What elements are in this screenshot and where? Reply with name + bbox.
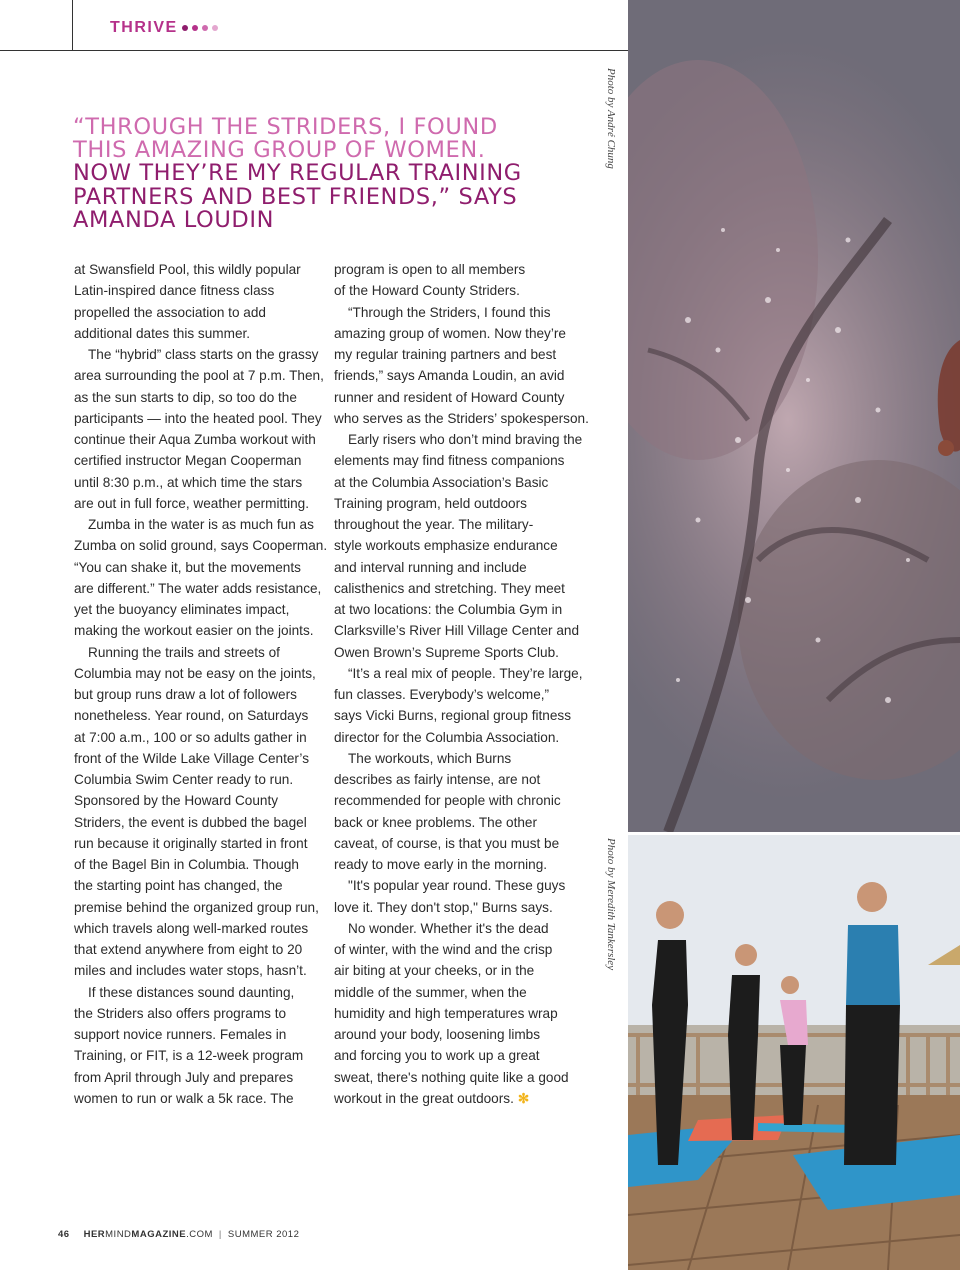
photo-blossom-tree — [628, 0, 960, 832]
article-line-text: additional dates this summer. — [74, 325, 251, 341]
pull-quote-line: “THROUGH THE STRIDERS, I FOUND — [73, 114, 498, 140]
article-line-text: recommended for people with chronic — [334, 793, 561, 809]
article-line — [74, 344, 319, 365]
footer-brand-tail: .COM — [186, 1229, 213, 1240]
article-line-text: run because it originally started in front — [74, 835, 308, 851]
article-line — [74, 323, 319, 344]
article-line — [74, 620, 319, 641]
article-line — [74, 684, 319, 705]
article-line-text: back or knee problems. The other — [334, 814, 538, 830]
article-line — [334, 812, 579, 833]
article-line — [334, 1088, 579, 1109]
header-rule — [0, 50, 628, 51]
article-line-text: propelled the association to add — [74, 304, 266, 320]
section-label: THRIVE — [110, 19, 178, 36]
article-line — [334, 875, 579, 896]
article-line-text: middle of the summer, when the — [334, 984, 527, 1000]
article-line-text: of the Howard County Striders. — [334, 283, 520, 299]
article-line — [74, 578, 322, 599]
article-line-text: Training, or FIT, is a 12-week program — [74, 1048, 304, 1064]
article-line — [74, 557, 319, 578]
article-line — [74, 365, 324, 386]
article-line-text: Latin-inspired dance fitness class — [74, 283, 275, 299]
article-line-text: of the Bagel Bin in Columbia. Though — [74, 857, 299, 872]
article-line — [74, 387, 319, 408]
article-line-text: participants — into the heated pool. They — [74, 410, 322, 426]
article-line-text: throughout the year. The military- — [334, 517, 534, 532]
article-line — [334, 493, 579, 514]
article-line-text: at the Columbia Association’s Basic — [334, 474, 549, 490]
article-line — [334, 982, 579, 1003]
article-line — [334, 833, 579, 854]
article-line — [334, 599, 579, 620]
article-line-text: who serves as the Striders’ spokesperson. — [334, 410, 589, 426]
photo-yoga-class — [628, 835, 960, 1270]
article-line-text: yet the buoyancy eliminates impact, — [74, 602, 290, 617]
article-line-text: Columbia may not be easy on the joints, — [74, 665, 316, 681]
article-line-text: my regular training partners and best — [334, 347, 557, 362]
article-line-text: The workouts, which Burns — [348, 750, 512, 766]
article-line-text: of winter, with the wind and the crisp — [334, 942, 553, 957]
article-line — [74, 960, 319, 981]
article-line-text: area surrounding the pool at 7 p.m. Then, — [74, 368, 324, 384]
section-dots — [182, 25, 218, 31]
article-line — [334, 769, 579, 790]
article-line-text: Training program, held outdoors — [334, 495, 527, 511]
article-line — [334, 918, 579, 939]
article-line-text: continue their Aqua Zumba workout with — [74, 432, 316, 447]
article-line-text: Running the trails and streets of — [88, 644, 280, 660]
article-line — [74, 514, 319, 535]
article-line — [334, 897, 579, 918]
article-line — [74, 450, 319, 471]
article-line — [74, 939, 319, 960]
article-line-text: The “hybrid” class starts on the grassy — [88, 347, 319, 362]
footer-issue: SUMMER 2012 — [227, 1229, 300, 1240]
article-line-text: miles and includes water stops, hasn’t. — [74, 963, 307, 979]
article-line — [74, 408, 322, 429]
article-line — [74, 982, 319, 1003]
article-line — [74, 642, 319, 663]
article-line-text: women to run or walk a 5k race. The — [74, 1090, 294, 1106]
article-line-text: humidity and high temperatures wrap — [334, 1005, 558, 1021]
article-line — [334, 365, 579, 386]
article-line — [334, 854, 579, 875]
article-line — [334, 1024, 579, 1045]
article-line-text: style workouts emphasize endurance — [334, 538, 558, 554]
section-dot — [212, 25, 218, 31]
footer-brand-mind: MIND — [105, 1229, 132, 1240]
article-line-text: air biting at your cheeks, or in the — [334, 963, 535, 979]
article-line — [74, 493, 319, 514]
article-line-text: Columbia Swim Center ready to run. — [74, 772, 294, 787]
article-line — [334, 727, 579, 748]
article-line-text: elements may find fitness companions — [334, 453, 565, 469]
article-line — [334, 302, 579, 323]
article-line-text: and interval running and include — [334, 559, 527, 575]
article-line-text: premise behind the organized group run, — [74, 899, 319, 915]
article-line-text: which travels along well-marked routes — [74, 920, 309, 936]
article-line — [74, 259, 319, 280]
page-footer — [58, 1229, 299, 1240]
article-line-text: making the workout easier on the joints. — [74, 623, 314, 639]
article-line-text: ready to move early in the morning. — [334, 857, 548, 872]
section-dot — [202, 25, 208, 31]
article-line-text: but group runs draw a lot of followers — [74, 687, 297, 702]
pull-quote-line: AMANDA LOUDIN — [73, 206, 275, 233]
article-line-text: director for the Columbia Association. — [334, 729, 560, 745]
article-line — [74, 833, 319, 854]
article-line-text: certified instructor Megan Cooperman — [74, 453, 302, 469]
article-line — [334, 684, 579, 705]
pull-quote-line: PARTNERS AND BEST FRIENDS,” SAYS — [73, 183, 518, 210]
article-line — [74, 663, 319, 684]
article-line-text: are different.” The water adds resistance, — [74, 580, 322, 596]
article-line — [334, 557, 579, 578]
article-line-text: friends,” says Amanda Loudin, an avid — [334, 368, 565, 384]
article-line-text: If these distances sound daunting, — [88, 984, 295, 1000]
pull-quote-line: NOW THEY’RE MY REGULAR TRAINING — [73, 160, 522, 187]
article-line — [74, 854, 319, 875]
article-line-text: “You can shake it, but the movements — [74, 559, 301, 575]
article-line-text: the Striders also offers programs to — [74, 1005, 287, 1021]
article-line-text: amazing group of women. Now they’re — [334, 325, 566, 341]
article-line — [74, 918, 319, 939]
article-line-text: Owen Brown’s Supreme Sports Club. — [334, 644, 559, 660]
article-line-text: at two locations: the Columbia Gym in — [334, 602, 563, 617]
article-line-text: Clarksville’s River Hill Village Center and — [334, 623, 580, 639]
article-line-text: “Through the Striders, I found this — [348, 304, 551, 320]
article-line — [334, 620, 579, 641]
header-vertical-rule — [72, 0, 73, 50]
footer-brand-magazine: MAGAZINE — [131, 1229, 187, 1240]
article-line — [74, 1088, 319, 1109]
article-line-text: caveat, of course, is that you must be — [334, 835, 560, 851]
article-line — [334, 960, 579, 981]
article-line-text: Sponsored by the Howard County — [74, 793, 279, 809]
article-line — [334, 472, 579, 493]
article-line — [74, 472, 319, 493]
article-line — [334, 663, 583, 684]
article-line-text: until 8:30 p.m., at which time the stars — [74, 474, 303, 490]
article-line-text: runner and resident of Howard County — [334, 389, 565, 405]
article-line-text: No wonder. Whether it's the dead — [348, 920, 549, 936]
article-line — [334, 1003, 579, 1024]
article-line — [74, 1003, 319, 1024]
article-line — [74, 812, 319, 833]
article-line — [74, 1024, 319, 1045]
section-dot — [192, 25, 198, 31]
article-line-text: at Swansfield Pool, this wildly popular — [74, 262, 301, 277]
article-line — [74, 705, 319, 726]
article-line-text: at 7:00 a.m., 100 or so adults gather in — [74, 729, 307, 745]
article-line — [74, 875, 319, 896]
article-line-text: and forcing you to work up a great — [334, 1048, 540, 1064]
article-line — [74, 897, 319, 918]
article-line — [74, 599, 319, 620]
article-line — [334, 705, 579, 726]
article-line-text: that extend anywhere from eight to 20 — [74, 942, 303, 957]
article-line-text: describes as fairly intense, are not — [334, 772, 541, 787]
photo-credit-bottom: Photo by Meredith Tankersley — [605, 838, 617, 971]
article-line-text: calisthenics and stretching. They meet — [334, 580, 565, 596]
article-line — [74, 748, 319, 769]
article-line-text: workout in the great outdoors. — [334, 1090, 514, 1106]
article-line — [74, 302, 319, 323]
yoga-class-image — [628, 835, 960, 1270]
article-line — [74, 429, 319, 450]
article-column-1 — [74, 259, 328, 1109]
article-line — [74, 280, 319, 301]
article-line-text: sweat, there's nothing quite like a good — [334, 1069, 569, 1085]
article-line — [334, 408, 589, 429]
photo-credit-top: Photo by André Chung — [605, 68, 617, 169]
article-line-text: front of the Wilde Lake Village Center’s — [74, 750, 310, 766]
blossom-tree-image — [628, 0, 960, 832]
article-column-2 — [334, 259, 589, 1109]
article-line-text: around your body, loosening limbs — [334, 1027, 541, 1042]
article-line-text: the starting point has changed, the — [74, 878, 283, 894]
article-line-text: support novice runners. Females in — [74, 1027, 287, 1042]
article-line-text: Zumba on solid ground, says Cooperman. — [74, 538, 328, 554]
article-line-text: says Vicki Burns, regional group fitness — [334, 708, 572, 724]
article-line — [334, 259, 579, 280]
article-line — [334, 939, 579, 960]
article-line — [74, 1045, 319, 1066]
article-line — [334, 642, 579, 663]
article-line-text: from April through July and prepares — [74, 1069, 294, 1085]
article-line — [334, 1067, 579, 1088]
pull-quote-line: THIS AMAZING GROUP OF WOMEN. — [73, 137, 486, 164]
article-line — [74, 535, 328, 556]
article-line — [334, 514, 579, 535]
page-number: 46 — [58, 1229, 70, 1240]
footer-brand-her: HER — [83, 1229, 106, 1240]
article-line — [334, 790, 579, 811]
article-line-text: as the sun starts to dip, so too do the — [74, 389, 297, 405]
pull-quote — [73, 116, 543, 232]
article-line-text: “It’s a real mix of people. They’re large, — [348, 665, 583, 681]
article-line — [334, 450, 579, 471]
article-line — [334, 344, 579, 365]
article-line-text: Striders, the event is dubbed the bagel — [74, 814, 307, 830]
article-line-text: "It's popular year round. These guys — [348, 878, 566, 894]
article-line — [74, 1067, 319, 1088]
article-line — [74, 727, 319, 748]
end-mark-icon: ✻ — [517, 1090, 530, 1106]
article-line-text: love it. They don't stop," Burns says. — [334, 899, 553, 915]
article-line — [74, 769, 319, 790]
article-line-text: program is open to all members — [334, 262, 526, 277]
article-line-text: fun classes. Everybody’s welcome,” — [334, 687, 550, 702]
article-line — [334, 1045, 579, 1066]
article-line — [334, 748, 579, 769]
article-line — [334, 323, 579, 344]
article-line — [334, 535, 579, 556]
article-line-text: are out in full force, weather permitting. — [74, 495, 309, 511]
article-line — [334, 578, 579, 599]
section-dot — [182, 25, 188, 31]
article-line-text: Zumba in the water is as much fun as — [88, 517, 314, 532]
article-line-text: nonetheless. Year round, on Saturdays — [74, 708, 309, 724]
article-line — [334, 429, 583, 450]
footer-separator: | — [218, 1229, 222, 1240]
article-line-text: Early risers who don’t mind braving the — [348, 432, 583, 447]
article-line — [334, 387, 579, 408]
article-line — [74, 790, 319, 811]
article-line — [334, 280, 579, 301]
